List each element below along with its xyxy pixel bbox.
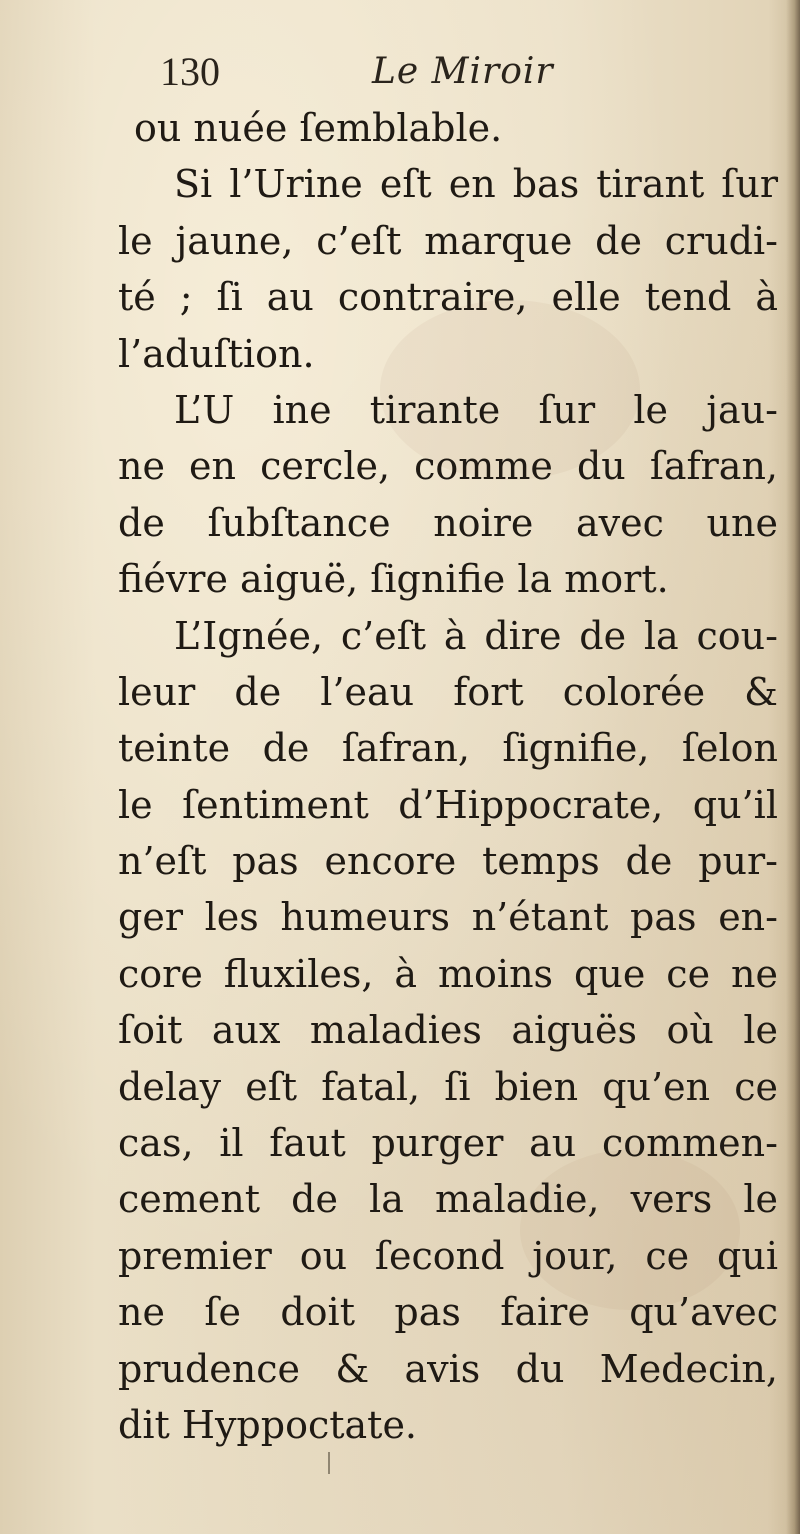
text-line: dit Hyppoctate. [118, 1402, 418, 1447]
text-line: ou nuée ſemblable. [134, 106, 503, 150]
text-line: delay eſt fatal, ſi bien qu’en ce [118, 1064, 778, 1109]
body-text [118, 100, 778, 1453]
page-edge-shadow [786, 0, 800, 1534]
text-line: ne ſe doit pas faire qu’avec [118, 1290, 778, 1335]
text-line: teinte de ſafran, ſignifie, ſelon [118, 726, 778, 771]
page-header [160, 42, 630, 102]
text-line: prudence & avis du Medecin, [118, 1346, 778, 1391]
text-line: L’Ignée, c’eſt à dire de la cou- [174, 613, 778, 658]
text-line: l’aduſtion. [118, 331, 315, 376]
page-number: 130 [160, 49, 220, 94]
text-line: cas, il faut purger au commen- [118, 1121, 778, 1166]
text-line: le jaune, c’eſt marque de crudi- [118, 218, 778, 263]
text-line: de ſubſtance noire avec une [118, 500, 778, 545]
text-line: core fluxiles, à moins que ce ne [118, 951, 778, 996]
text-line: premier ou ſecond jour, ce qui [118, 1233, 778, 1278]
text-line: le ſentiment d’Hippocrate, qu’il [118, 782, 778, 827]
text-line: ger les humeurs n’étant pas en- [118, 895, 778, 940]
text-line: ſoit aux maladies aiguës où le [118, 1008, 778, 1053]
ink-mark [328, 1452, 330, 1474]
running-title: Le Miroir [372, 51, 554, 92]
text-line: fiévre aiguë, ſignifie la mort. [118, 557, 669, 602]
text-line: leur de l’eau fort colorée & [118, 669, 778, 714]
text-line: ne en cercle, comme du ſafran, [118, 444, 778, 489]
text-line: n’eſt pas encore temps de pur- [118, 839, 778, 884]
text-line: cement de la maladie, vers le [118, 1177, 778, 1222]
text-line: L’U ine tirante ſur le jau- [174, 387, 778, 432]
text-line: Si l’Urine eſt en bas tirant ſur [174, 162, 778, 207]
text-line: té ; ſi au contraire, elle tend à [118, 275, 778, 320]
